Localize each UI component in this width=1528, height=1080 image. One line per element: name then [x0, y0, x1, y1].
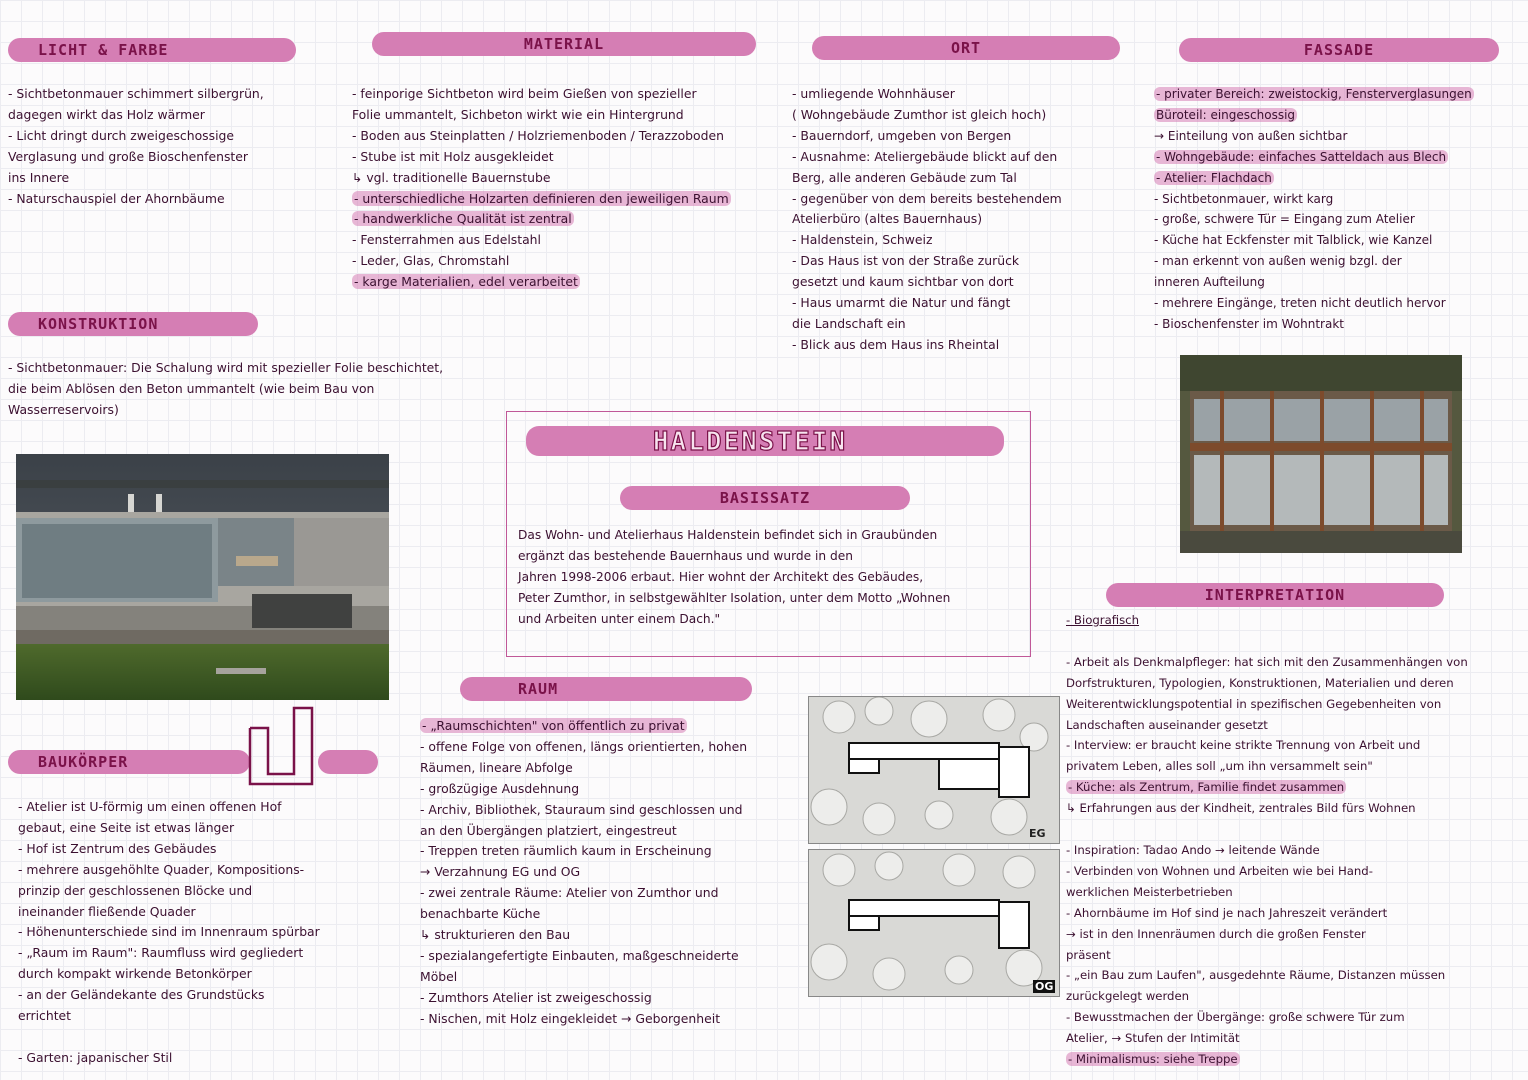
fassade-text: - privater Bereich: zweistockig, Fensterverglasungen Büroteil: eingeschossig → Einteilung von außen sichtbar - Wohngebäude: einfaches Satteldach aus Blech - Atelier: Flachdach - Sichtbetonmauer, wirkt karg - große, schwere Tür = Eingang zum Atelier - Küche hat Eckfenster mit Talblick, wie Kanzel - man erkennt von außen wenig bzgl. der inneren Aufteilung - mehrere Eingänge, treten nicht deutlich hervor - Bioschenfenster im Wohntrakt — [1154, 87, 1472, 331]
haldenstein-text: Das Wohn- und Atelierhaus Haldenstein befindet sich in Graubünden ergänzt das bestehende Bauernhaus und wurde in den Jahren 1998-2006 erbaut. Hier wohnt der Architekt des Gebäudes, Peter Zumthor, in selbstgewählter Isolation, unter dem Motto „Wohnen und Arbeiten unter einem Dach." — [518, 528, 951, 626]
u-shape-icon — [246, 704, 318, 788]
interpretation-text: - Biografisch - Arbeit als Denkmalpfleger: hat sich mit den Zusammenhängen von Dorfstrukturen, Typologien, Konstruktionen, Materialien und deren Weiterentwicklungspotential in spezifischen Gegebenheiten von Landschaften auseinander gesetzt - Interview: er braucht keine strikte Trennung von Arbeit und privatem Leben, alles soll „um ihn versammelt sein" - Küche: als Zentrum, Familie findet zusammen ↳ Erfahrungen aus der Kindheit, zentrales Bild fürs Wohnen - Inspiration: Tadao Ando → leitende Wände - Verbinden von Wohnen und Arbeiten wie bei Hand- werklichen Meisterbetrieben - Ahornbäume im Hof sind je nach Jahreszeit verändert → ist in den Innenräumen durch die großen Fenster präsent - „ein Bau zum Laufen", ausgedehnte Räume, Distanzen müssen zurückgelegt werden - Bewusstmachen der Übergänge: große schwere Tür zum Atelier, → Stufen der Intimität - Minimalismus: siehe Treppe — [1066, 613, 1468, 1067]
section-title-ort: ORT — [812, 36, 1120, 60]
floor-plan-eg — [808, 696, 1060, 844]
plan-label-eg: EG — [1029, 827, 1046, 840]
section-title-konstruktion: KONSTRUKTION — [8, 312, 258, 336]
plan-label-og: OG — [1035, 980, 1054, 993]
haldenstein-title: HALDENSTEIN — [652, 427, 848, 457]
ort-text: - umliegende Wohnhäuser ( Wohngebäude Zumthor ist gleich hoch) - Bauerndorf, umgeben von Bergen - Ausnahme: Ateliergebäude blickt auf den Berg, alle anderen Gebäude zum Tal - gegenüber von dem bereits bestehendem Atelierbüro (altes Bauernhaus) - Haldenstein, Schweiz - Das Haus ist von der Straße zurück gesetzt und kaum sichtbar von dort - Haus umarmt die Natur und fängt die Landschaft ein - Blick aus dem Haus ins Rheintal — [792, 86, 1062, 352]
house-photo — [16, 454, 389, 700]
section-title-raum: RAUM — [460, 677, 752, 701]
section-title-licht-farbe: LICHT & FARBE — [8, 38, 296, 62]
licht-farbe-text: - Sichtbetonmauer schimmert silbergrün, dagegen wirkt das Holz wärmer - Licht dringt durch zweigeschossige Verglasung und große Bioschenfenster ins Innere - Naturschauspiel der Ahornbäume — [8, 86, 264, 206]
floor-plan-og — [808, 849, 1060, 997]
facade-photo — [1180, 355, 1462, 553]
material-text: - feinporige Sichtbeton wird beim Gießen von spezieller Folie ummantelt, Sichbeton wirkt wie ein Hintergrund - Boden aus Steinplatten / Holzriemenboden / Terazzoboden - Stube ist mit Holz ausgekleidet ↳ vgl. traditionelle Bauernstube - unterschiedliche Holzarten definieren den jeweiligen Raum - handwerkliche Qualität ist zentral - Fensterrahmen aus Edelstahl - Leder, Glas, Chromstahl - karge Materialien, edel verarbeitet — [352, 86, 729, 290]
section-title-baukoerper: BAUKÖRPER — [8, 750, 250, 774]
konstruktion-text: - Sichtbetonmauer: Die Schalung wird mit spezieller Folie beschichtet, die beim Ablösen den Beton ummantelt (wie beim Bau von Wasserreservoirs) — [8, 360, 444, 417]
section-title-fassade: FASSADE — [1179, 38, 1499, 62]
haldenstein-subtitle: BASISSATZ — [620, 486, 910, 510]
section-title-material: MATERIAL — [372, 32, 756, 56]
section-title-interpretation: INTERPRETATION — [1106, 583, 1444, 607]
baukoerper-text: - Atelier ist U-förmig um einen offenen Hof gebaut, eine Seite ist etwas länger - Hof ist Zentrum des Gebäudes - mehrere ausgehöhlte Quader, Kompositions- prinzip der geschlossenen Blöcke und ineinander fließende Quader - Höhenunterschiede sind im Innenraum spürbar - „Raum im Raum": Raumfluss wird gegliedert durch kompakt wirkende Betonkörper - an der Geländekante des Grundstücks errichtet - Garten: japanischer Stil — [18, 799, 320, 1065]
raum-text: - „Raumschichten" von öffentlich zu privat - offene Folge von offenen, längs orientierten, hohen Räumen, lineare Abfolge - großzügige Ausdehnung - Archiv, Bibliothek, Stauraum sind geschlossen und an den Übergängen platziert, eingestreut - Treppen treten räumlich kaum in Erscheinung → Verzahnung EG und OG - zwei zentrale Räume: Atelier von Zumthor und benachbarte Küche ↳ strukturieren den Bau - spezialangefertigte Einbauten, maßgeschneiderte Möbel - Zumthors Atelier ist zweigeschossig - Nischen, mit Holz eingekleidet → Geborgenheit — [420, 718, 748, 1026]
baukoerper-pill-end — [318, 750, 378, 774]
